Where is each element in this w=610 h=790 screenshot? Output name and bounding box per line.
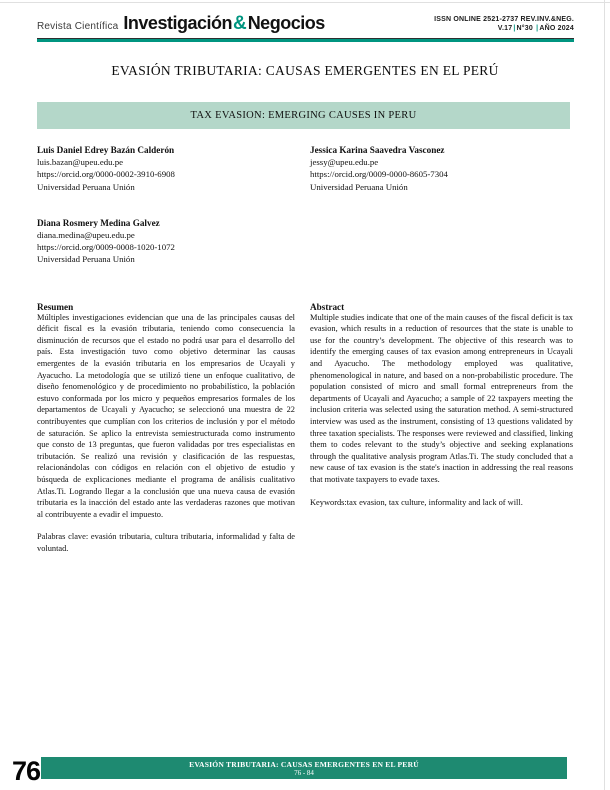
resumen-column <box>37 302 295 555</box>
abstract-body: Multiple studies indicate that one of the main causes of the fiscal deficit is tax evasion, which results in a reduction of resources that the state is unable to use for the country’s development. The objective of this research was to identify the emerging causes of tax evasion among entrepreneurs in Ucayali and Ayacucho. The methodology employed was qualitative, phenomenological in nature, and based on a non-probabilistic procedure. The population consisted of micro and small formal entrepreneurs from the departments of Ucayali and Ayacucho; a sample of 22 taxpayers meeting the inclusion criteria was selected using the saturation method. A semi-structured interview was used as the instrument, consisting of 13 questions validated by three taxation specialists. The responses were reviewed and classified, linking them to codes relevant to the study’s objective and seeking explanations through the qualitative analysis program Atlas.Ti. The study concluded that a new cause of tax evasion is the state's inaction in addressing the real reasons that motivate taxpayers to evade taxes. <box>310 312 573 484</box>
palabras-clave: Palabras clave: evasión tributaria, cultura tributaria, informalidad y falta de voluntad. <box>37 532 295 553</box>
article-title-spanish: EVASIÓN TRIBUTARIA: CAUSAS EMERGENTES EN EL PERÚ <box>111 63 499 78</box>
journal-logo-name-negocios: Negocios <box>247 13 325 33</box>
footer-running-title: EVASIÓN TRIBUTARIA: CAUSAS EMERGENTES EN EL PERÚ <box>189 759 419 769</box>
author-affiliation: Universidad Peruana Unión <box>310 181 408 192</box>
author-name: Jessica Karina Saavedra Vasconez <box>310 145 445 155</box>
abstracts-section <box>37 302 573 555</box>
author-name: Luis Daniel Edrey Bazán Calderón <box>37 145 175 155</box>
author-name: Diana Rosmery Medina Galvez <box>37 217 160 228</box>
year-label: AÑO 2024 <box>539 25 574 32</box>
volume-line <box>434 24 574 33</box>
page-number: 76 <box>12 756 41 786</box>
author-email: jessy@upeu.edu.pe <box>310 157 379 168</box>
authors-section <box>37 144 573 266</box>
volume-separator: | <box>513 25 516 32</box>
article-title-english: TAX EVASION: EMERGING CAUSES IN PERU <box>190 110 417 121</box>
article-title-english-band <box>37 102 570 129</box>
issn-block <box>434 15 574 35</box>
author-email: luis.bazan@upeu.edu.pe <box>37 157 124 168</box>
journal-logo-name-investigacion: Investigación <box>123 13 232 33</box>
journal-logo-ampersand: & <box>232 13 247 34</box>
journal-masthead <box>0 0 610 35</box>
author-card <box>37 217 310 266</box>
resumen-heading: Resumen <box>37 301 74 312</box>
keywords: Keywords:tax evasion, tax culture, informality and lack of will. <box>310 497 523 507</box>
author-card <box>37 144 310 193</box>
journal-logo-prefix: Revista Científica <box>37 21 119 32</box>
page-edge-top <box>0 2 610 3</box>
author-orcid-url: https://orcid.org/0009-0008-1020-1072 <box>37 242 175 253</box>
volume-separator: | <box>536 25 539 32</box>
footer-page-range: 76 - 84 <box>294 768 314 777</box>
author-card <box>310 144 573 193</box>
author-affiliation: Universidad Peruana Unión <box>37 254 135 265</box>
page-edge-right <box>604 0 605 790</box>
author-orcid-url: https://orcid.org/0000-0002-3910-6908 <box>37 169 175 180</box>
author-orcid-url: https://orcid.org/0009-0000-8605-7304 <box>310 169 448 180</box>
abstract-column <box>310 302 573 555</box>
masthead-divider <box>37 38 574 42</box>
resumen-body: Múltiples investigaciones evidencian que una de las principales causas del déficit fiscal es la evasión tributaria, teniendo como consecuencia la disminución de recursos que el estado no podrá usar para el desarrollo del país. Esta investigación tuvo como objetivo determinar las causas emergentes de la evasión tributaria en los empresarios de Ucayali y Ayacucho. La metodología que se utilizó tiene un enfoque cualitativo, de diseño fenomenológico y de procedimiento no probabilístico, la población estuvo conformada por los micro y pequeños empresarios formales de los departamentos de Ucayali y Ayacucho; se seleccionó una muestra de 22 contribuyentes que cumplían con los criterios de inclusión y por el método de saturación. Se aplico la entrevista semiestructurada como instrumento que consto de 13 preguntas, que fueron validadas por tres especialistas en tributación. Se realizó una revisión y clasificación de las respuestas, relacionándolas con códigos en relación con el objetivo de estudio y búsqueda de explicaciones mediante el programa de análisis cualitativo Atlas.Ti. Logrando llegar a la conclusión que una nueva causa de evasión tributaria es la inacción del estado ante las verdaderas razones que motivan al contribuyente a evadir el impuesto. <box>37 312 295 519</box>
author-affiliation: Universidad Peruana Unión <box>37 181 135 192</box>
author-email: diana.medina@upeu.edu.pe <box>37 230 135 241</box>
issue-number: N°30 <box>516 25 533 32</box>
abstract-heading: Abstract <box>310 301 345 312</box>
footer-running-title-bar <box>41 757 567 779</box>
issn-line: ISSN ONLINE 2521-2737 REV.INV.&NEG. <box>434 16 574 23</box>
journal-logo <box>37 13 325 35</box>
volume-label: V.17 <box>497 25 513 32</box>
